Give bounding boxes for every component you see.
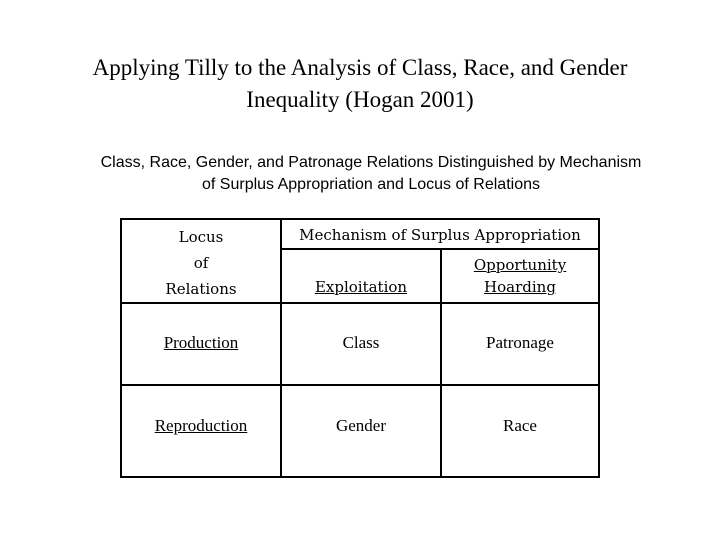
- header-subdivider: [282, 248, 598, 250]
- table-caption-line-1: Class, Race, Gender, and Patronage Relations Distinguished by Mechanism: [100, 154, 642, 171]
- locus-header: [122, 224, 280, 302]
- locus-header-line-2: of: [193, 254, 209, 272]
- slide-title-line-1: Applying Tilly to the Analysis of Class, Race, and Gender: [92, 55, 628, 80]
- row-production-exploitation: Class: [342, 333, 380, 352]
- table-caption: [0, 152, 720, 196]
- mechanism-header: Mechanism of Surplus Appropriation: [299, 226, 581, 244]
- row-reproduction-locus: Reproduction: [154, 416, 248, 435]
- opportunity-header-line-2: Hoarding: [484, 278, 556, 296]
- row-production-locus: Production: [163, 333, 239, 352]
- locus-header-line-3: Relations: [165, 280, 237, 298]
- header-row-divider: [122, 302, 598, 304]
- slide-title: [0, 52, 720, 116]
- row-reproduction-opportunity: Race: [503, 416, 537, 435]
- row-production-opportunity: Patronage: [486, 333, 554, 352]
- slide-title-line-2: Inequality (Hogan 2001): [246, 87, 474, 112]
- table-caption-line-2: of Surplus Appropriation and Locus of Relations: [202, 176, 540, 193]
- mechanism-locus-table: [120, 218, 600, 478]
- exploitation-header: Exploitation: [314, 278, 408, 296]
- opportunity-header-line-1: Opportunity: [473, 256, 567, 274]
- locus-header-line-1: Locus: [178, 228, 224, 246]
- row-divider: [122, 384, 598, 386]
- opportunity-hoarding-header: [442, 254, 598, 298]
- row-reproduction-exploitation: Gender: [335, 416, 387, 435]
